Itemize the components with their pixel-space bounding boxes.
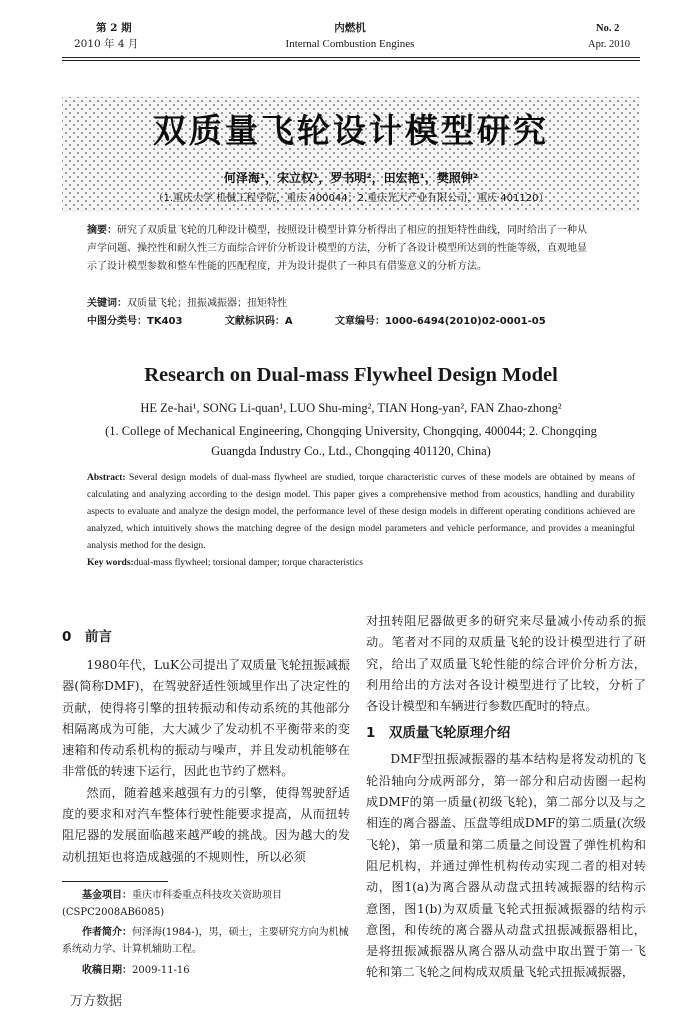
fund-label: 基金项目： — [82, 890, 132, 901]
header-rule-thin — [62, 60, 640, 61]
abstract-cn-line1: 研究了双质量飞轮的几种设计模型，按照设计模型计算分析得出了相应的扭矩特性曲线，同时给出了一种从 — [117, 225, 587, 236]
title-en: Research on Dual-mass Flywheel Design Model — [144, 364, 558, 386]
footnote-fund — [62, 887, 358, 921]
keywords-en-text: dual-mass flywheel; torsional damper; torque characteristics — [133, 558, 363, 568]
keywords-cn-text: 双质量飞轮；扭振减振器；扭矩特性 — [127, 298, 287, 309]
header-journal-en: Internal Combustion Engines — [285, 38, 415, 50]
article-no-value: 1000-6494(2010)02-0001-05 — [384, 316, 546, 327]
affiliation-en-line2: Guangda Industry Co., Ltd., Chongqing 401120, China) — [211, 444, 491, 458]
section-1-heading: 1 双质量飞轮原理介绍 — [366, 725, 511, 742]
footnote-author — [62, 924, 358, 958]
left-column — [62, 625, 350, 868]
abstract-en-label: Abstract: — [87, 473, 126, 483]
footnote-rule — [62, 881, 168, 882]
fund-text: 重庆市科委重点科技攻关资助项目(CSPC2008AB6085) — [62, 890, 282, 918]
keywords-cn-label: 关键词： — [87, 298, 127, 309]
classification-row — [87, 314, 647, 330]
affiliation-cn: （1.重庆大学 机械工程学院，重庆 400044；2.重庆光大产业有限公司，重庆 401120） — [153, 193, 549, 204]
authors-en: HE Ze-hai¹, SONG Li-quan¹, LUO Shu-ming², TIAN Hong-yan², FAN Zhao-zhong² — [140, 401, 562, 415]
author-bio-text: 何泽海(1984-)，男，硕士，主要研究方向为机械系统动力学、计算机辅助工程。 — [62, 927, 349, 955]
abstract-cn-label: 摘要： — [87, 225, 117, 236]
section-0-heading: 0 前言 — [62, 629, 112, 645]
keywords-cn — [87, 295, 635, 313]
header-date-en: Apr. 2010 — [588, 39, 630, 50]
header-issue: 第 2 期 — [96, 22, 132, 34]
right-column — [366, 611, 646, 984]
abstract-en-text: Several design models of dual-mass flywheel are studied, torque characteristic curves of these models are obtained by means of calculating and analyzing according to the design model. This paper gives a comprehensive method from acoustics, handling and durability aspects to evaluate and analyze the design model, the performance level of these design models in different operating conditions achieved are analyzed, which intuitively shows the matching degree of the design model parameters and vehicle performance, and provides a meaningful analysis method for the design. — [87, 473, 635, 551]
received-text: 2009-11-16 — [132, 965, 190, 976]
header-rule — [62, 57, 640, 58]
page-title: 双质量飞轮设计模型研究 — [153, 111, 549, 150]
clc-label: 中图分类号： — [87, 316, 147, 327]
footnote-received — [62, 962, 358, 979]
author-bio-label: 作者简介： — [82, 927, 132, 938]
keywords-en — [87, 555, 635, 572]
header-issue-en: No. 2 — [596, 23, 620, 34]
keywords-en-label: Key words: — [87, 558, 134, 568]
abstract-cn-line2: 声学问题、操控性和耐久性三方面综合评价分析设计模型的方法，分析了各设计模型所达到的性能等级，直观地显 — [87, 243, 587, 254]
abstract-cn-line3: 示了设计模型参数和整车性能的匹配程度，并为设计提供了一种具有借鉴意义的分析方法。 — [87, 261, 487, 272]
doc-code-label: 文献标识码： — [224, 316, 285, 327]
abstract-en — [87, 470, 635, 572]
title-band — [62, 97, 640, 212]
clc-value: TK403 — [147, 316, 183, 327]
received-label: 收稿日期： — [82, 965, 132, 976]
affiliation-en-line1: (1. College of Mechanical Engineering, Chongqing University, Chongqing, 400044; 2. Chongqing — [105, 424, 597, 438]
abstract-cn — [87, 222, 635, 276]
header-date: 2010 年 4 月 — [74, 38, 139, 50]
header-journal-cn: 内燃机 — [334, 22, 366, 34]
watermark: 万方数据 — [70, 994, 123, 1009]
doc-code-value: A — [284, 316, 293, 327]
affiliation-en — [72, 421, 630, 461]
section-0-para-2: 然而，随着越来越强有力的引擎，使得驾驶舒适度的要求和对汽车整体行驶性能要求提高，从而扭转阻尼器的发展面临越来越严峻的挑战。因为越大的发动机扭矩也将造成越强的不规则性，所以必须 — [62, 785, 350, 864]
section-0-para-1: 1980年代，LuK公司提出了双质量飞轮扭振减振器(简称DMF)，在驾驶舒适性领域里作出了决定性的贡献，使得将引擎的扭转振动和传动系统的其他部分相隔离成为可能，大大减少了发动机不平衡带来的变速箱和传动系机构的振动与噪声，并且发动机能够在非常低的转速下运行，因此也节约了燃料。 — [62, 658, 350, 779]
authors-cn: 何泽海¹，宋立权¹，罗书明²，田宏艳¹，樊照钟² — [223, 171, 479, 185]
section-0-continued: 对扭转阻尼器做更多的研究来尽量减小传动系的振动。笔者对不同的双质量飞轮的设计模型进行了研究，给出了双质量飞轮性能的综合评价分析方法，利用给出的方法对各设计模型进行了比较，分析了各设计模型和车辆进行参数匹配时的特点。 — [366, 614, 646, 714]
article-no-label: 文章编号： — [334, 316, 385, 327]
section-1-para-1: DMF型扭振减振器的基本结构是将发动机的飞轮沿轴向分成两部分，第一部分和启动齿圈一起构成DMF的第一质量(初级飞轮)，第二部分以及与之相连的离合器盖、压盘等组成DMF的第二质量(次级飞轮)，第一质量和第二质量之间设置了弹性机构和阻尼机构，并通过弹性机构传动实现二者的相对转动，图1(a)为离合器从动盘式扭转减振器的结构示意图，图1(b)为双质量飞轮式扭振减振器的结构示意图，和传统的离合器从动盘式扭振减振器相比，是将扭振减振器从离合器从动盘中取出置于第一飞轮和第二飞轮之间构成双质量飞轮式扭振减振器， — [366, 752, 646, 980]
